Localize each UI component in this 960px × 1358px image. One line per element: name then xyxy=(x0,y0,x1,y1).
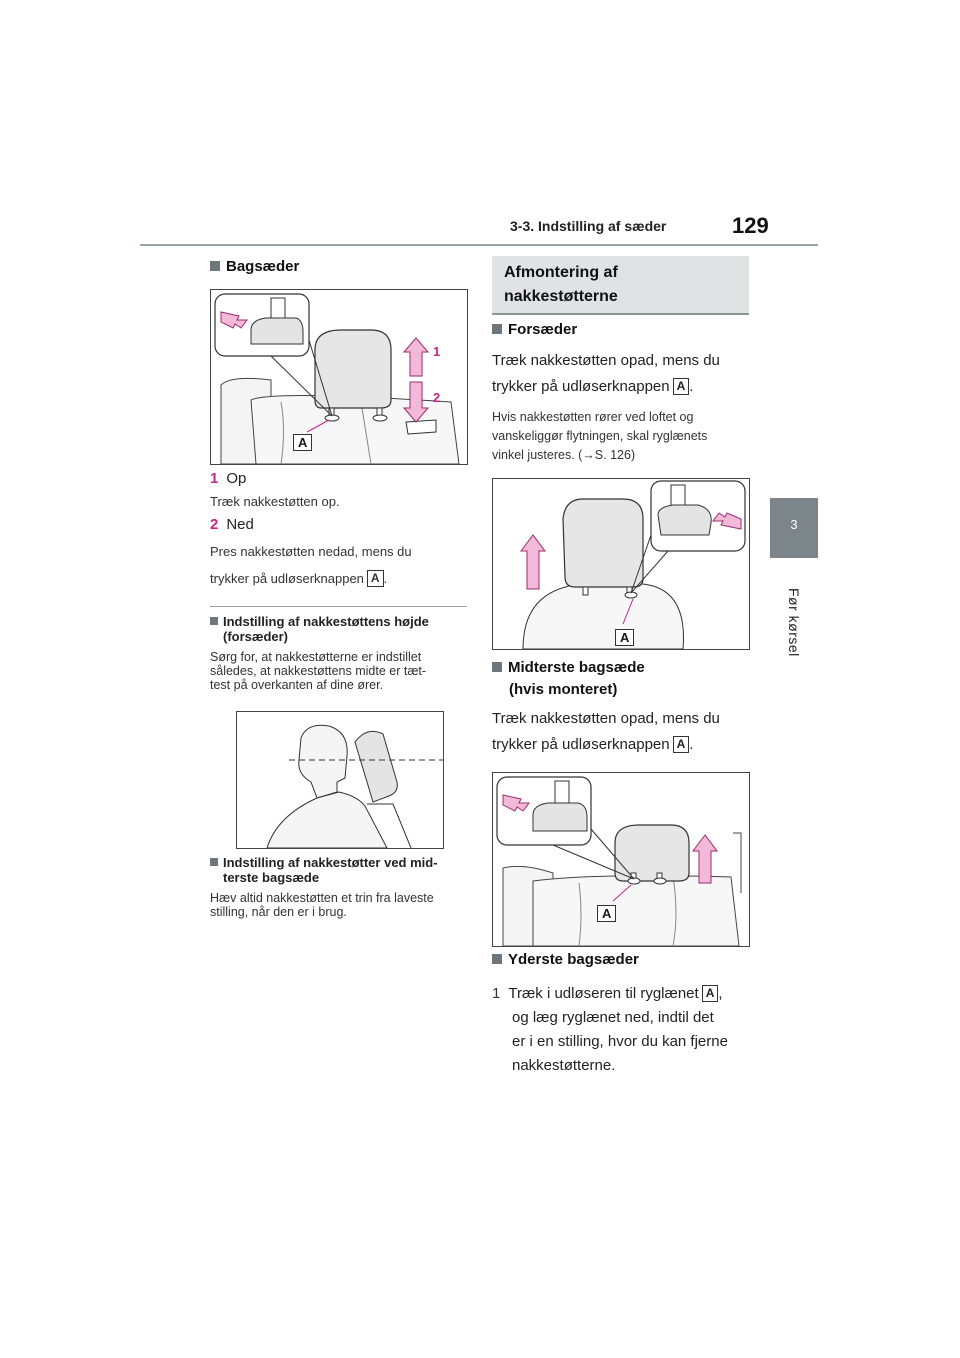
figure-head-position xyxy=(236,711,444,849)
square-bullet-icon xyxy=(492,324,502,334)
heading-bagsaeder: Bagsæder xyxy=(210,258,299,275)
ref-box-a: A xyxy=(673,736,690,753)
chapter-number: 3 xyxy=(790,517,798,532)
forsaeder-text-2: trykker på udløserknappen A . xyxy=(492,378,694,395)
ref-box-a: A xyxy=(702,985,719,1002)
figure-front-seat-headrest xyxy=(492,478,750,650)
figure-rear-seat-headrest xyxy=(210,289,468,465)
figure-number-2: 2 xyxy=(433,390,441,405)
step-op-desc: Træk nakkestøtten op. xyxy=(210,494,340,509)
figure-number-1: 1 xyxy=(433,344,441,359)
page-number: 129 xyxy=(732,213,769,238)
hoejde-text: Sørg for, at nakkestøtterne er indstillet således, at nakkestøttens midte er tæt- test på overkanten af dine ører. xyxy=(210,650,427,692)
figure-label-a: A xyxy=(293,434,312,451)
ref-box-a: A xyxy=(367,570,384,587)
section-heading-box xyxy=(492,256,749,315)
midterste-text: Hæv altid nakkestøtten et trin fra laveste stilling, når den er i brug. xyxy=(210,891,434,919)
square-bullet-icon xyxy=(492,662,502,672)
figure-label-a: A xyxy=(615,629,634,646)
section-heading: Afmontering af nakkestøtterne xyxy=(504,264,618,305)
heading-hoejde: Indstilling af nakkestøttens højde (forsæder) xyxy=(210,614,470,644)
step-ned-desc-1: Pres nakkestøtten nedad, mens du xyxy=(210,544,412,559)
section-divider xyxy=(210,606,467,607)
rear-seat-illustration xyxy=(211,290,467,464)
middle-rear-seat-illustration xyxy=(493,773,749,946)
heading-forsaeder: Forsæder xyxy=(492,321,577,338)
heading-yderste: Yderste bagsæder xyxy=(492,951,639,968)
front-seat-illustration xyxy=(493,479,749,649)
square-bullet-icon xyxy=(492,954,502,964)
figure-label-a: A xyxy=(597,905,616,922)
header-divider xyxy=(140,244,818,246)
figure-middle-rear-headrest xyxy=(492,772,750,947)
ref-box-a: A xyxy=(673,378,690,395)
forsaeder-text-1: Træk nakkestøtten opad, mens du xyxy=(492,352,720,369)
chapter-title: Før kørsel xyxy=(786,588,802,657)
heading-midterste: Indstilling af nakkestøtter ved mid- terste bagsæde xyxy=(210,855,472,885)
midterste-bag-text-2: trykker på udløserknappen A . xyxy=(492,736,694,753)
step-ned: 2 Ned xyxy=(210,516,254,533)
square-bullet-icon xyxy=(210,261,220,271)
step-op: 1 Op xyxy=(210,470,247,487)
square-bullet-icon xyxy=(210,617,218,625)
forsaeder-note: Hvis nakkestøtten rører ved loftet og vanskeliggør flytningen, skal ryglænets vinkel justeres. (→S. 126) xyxy=(492,410,708,462)
midterste-bag-text-1: Træk nakkestøtten opad, mens du xyxy=(492,710,720,727)
section-title: 3-3. Indstilling af sæder xyxy=(510,218,667,234)
square-bullet-icon xyxy=(210,858,218,866)
heading-midterste-bagsaede: Midterste bagsæde (hvis monteret) xyxy=(492,657,645,701)
step-ned-desc-2: trykker på udløserknappen A . xyxy=(210,571,388,586)
head-position-illustration xyxy=(237,712,443,848)
yderste-step-1: 1 Træk i udløseren til ryglænet A , og læg ryglænet ned, indtil det er i en stilling, hvor du kan fjerne nakkestøtterne. xyxy=(492,985,728,1074)
